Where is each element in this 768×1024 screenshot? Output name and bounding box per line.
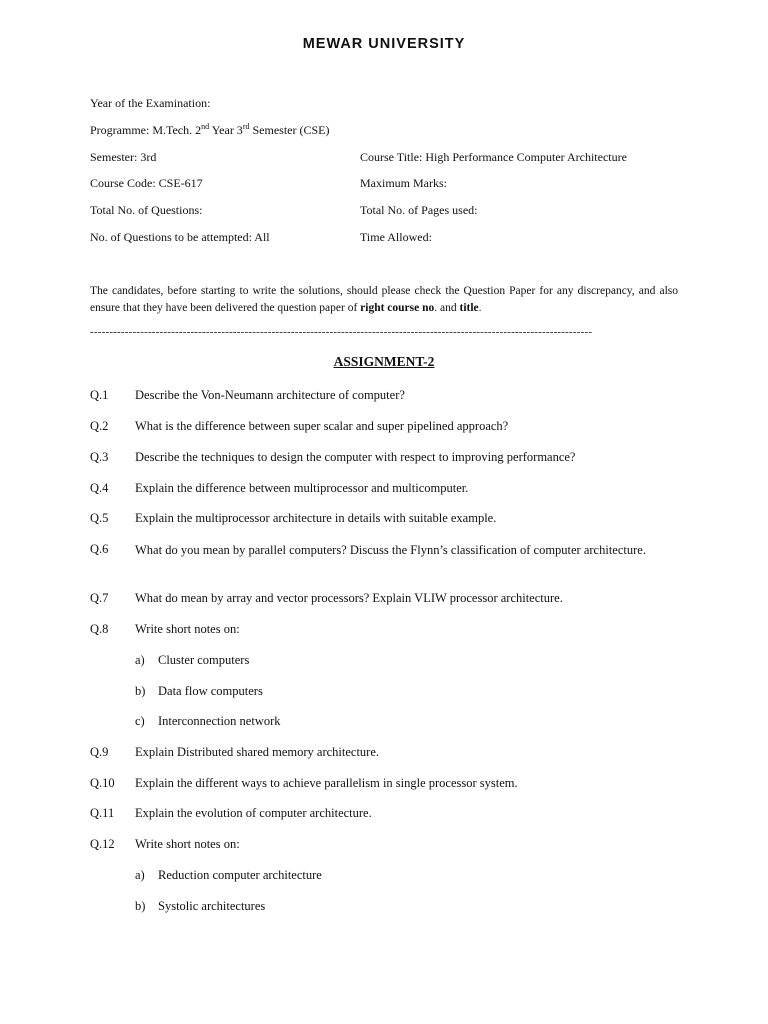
question-text: What do mean by array and vector processors? Explain VLIW processor architecture. <box>135 591 563 605</box>
subitem-label: a) <box>135 868 145 882</box>
course-title-label: Course Title: High Performance Computer Architecture <box>360 150 627 164</box>
question-number: Q.3 <box>90 450 109 464</box>
question-number: Q.7 <box>90 591 109 605</box>
subitem-label: b) <box>135 899 146 913</box>
question-text: Explain Distributed shared memory architecture. <box>135 745 380 759</box>
question-text: What is the difference between super scalar and super pipelined approach? <box>135 419 509 433</box>
question-text: What do you mean by parallel computers? Discuss the Flynn’s classification of computer architecture. <box>135 543 646 557</box>
question-text: Explain the different ways to achieve parallelism in single processor system. <box>135 776 518 790</box>
question-text: Write short notes on: <box>135 837 240 851</box>
question-number: Q.12 <box>90 837 115 851</box>
assignment-heading: ASSIGNMENT-2 <box>333 354 435 369</box>
subitem-text: Cluster computers <box>158 653 250 667</box>
semester-label: Semester: 3rd <box>90 150 157 164</box>
question-number: Q.11 <box>90 806 115 820</box>
university-title: MEWAR UNIVERSITY <box>302 36 466 52</box>
question-text: Write short notes on: <box>135 622 240 636</box>
question-number: Q.4 <box>90 481 109 495</box>
question-text: Explain the difference between multiprocessor and multicomputer. <box>135 481 469 495</box>
subitem-text: Reduction computer architecture <box>158 868 322 882</box>
dashed-divider: ---------------------------------------------------------------------------------------------------------------------------------- <box>90 326 593 338</box>
subitem-label: b) <box>135 684 146 698</box>
exam-year-label: Year of the Examination: <box>90 96 211 110</box>
question-number: Q.5 <box>90 511 109 525</box>
question-number: Q.10 <box>90 776 115 790</box>
question-text: Explain the evolution of computer architecture. <box>135 806 372 820</box>
question-number: Q.9 <box>90 745 109 759</box>
subitem-text: Systolic architectures <box>158 899 266 913</box>
question-text: Explain the multiprocessor architecture in details with suitable example. <box>135 511 497 525</box>
total-pages-label: Total No. of Pages used: <box>360 203 478 217</box>
subitem-text: Data flow computers <box>158 684 263 698</box>
subitem-label: a) <box>135 653 145 667</box>
total-questions-label: Total No. of Questions: <box>90 203 203 217</box>
max-marks-label: Maximum Marks: <box>360 176 447 190</box>
question-text: Describe the techniques to design the computer with respect to improving performance? <box>135 450 576 464</box>
time-allowed-label: Time Allowed: <box>360 230 432 244</box>
notice-bold-course-no: right course no <box>360 302 435 314</box>
question-text: Describe the Von-Neumann architecture of computer? <box>135 388 405 402</box>
programme-label: Programme: M.Tech. 2nd Year 3rd Semester (CSE) <box>90 122 330 137</box>
candidate-notice: The candidates, before starting to write the solutions, should please check the Question Paper for any discrepancy, and also ensure that they have been delivered the question paper of right course no. and title. <box>90 285 678 314</box>
questions-attempted-label: No. of Questions to be attempted: All <box>90 230 270 244</box>
subitem-label: c) <box>135 714 145 728</box>
notice-bold-title: title <box>459 302 479 314</box>
subitem-text: Interconnection network <box>158 714 281 728</box>
question-number: Q.6 <box>90 542 109 556</box>
course-code-label: Course Code: CSE-617 <box>90 176 203 190</box>
question-number: Q.2 <box>90 419 109 433</box>
question-number: Q.1 <box>90 388 109 402</box>
question-number: Q.8 <box>90 622 109 636</box>
